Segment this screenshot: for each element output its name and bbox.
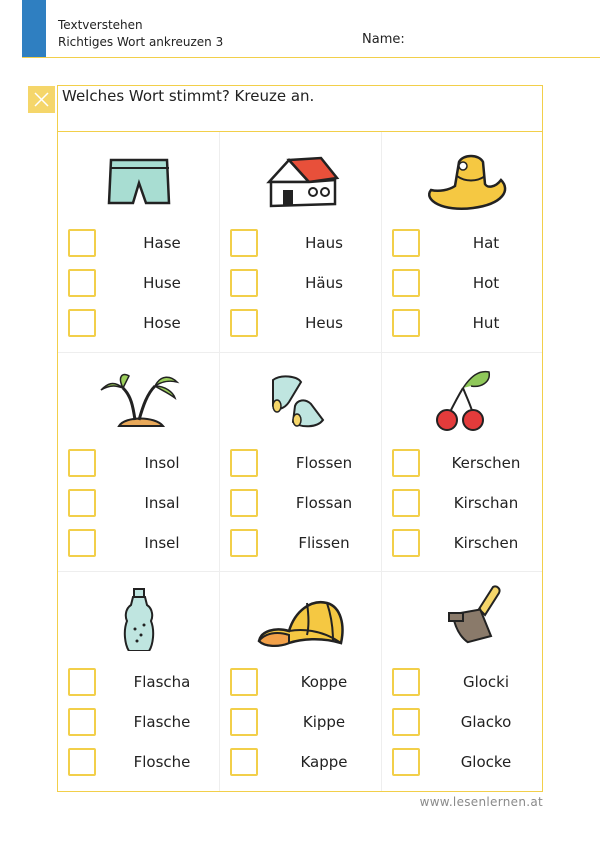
answer-checkbox[interactable] <box>230 708 258 736</box>
hat-icon <box>413 142 513 212</box>
answer-option[interactable]: Kirschan <box>382 489 544 519</box>
cherries-icon <box>413 362 513 432</box>
answer-option[interactable]: Insol <box>58 449 220 479</box>
answer-checkbox[interactable] <box>230 229 258 257</box>
exercise-cell <box>220 132 382 352</box>
answer-option[interactable]: Häus <box>220 269 382 299</box>
answer-option[interactable]: Glocke <box>382 748 544 778</box>
header-accent-bar <box>22 0 46 57</box>
exercise-cell <box>220 571 382 791</box>
answer-option[interactable]: Hut <box>382 309 544 339</box>
exercise-cell <box>382 571 544 791</box>
answer-checkbox[interactable] <box>68 529 96 557</box>
shorts-icon <box>89 142 189 212</box>
answer-checkbox[interactable] <box>230 449 258 477</box>
answer-checkbox[interactable] <box>392 269 420 297</box>
task-instruction: Welches Wort stimmt? Kreuze an. <box>62 87 315 105</box>
answer-option[interactable]: Hase <box>58 229 220 259</box>
exercise-cell <box>220 352 382 572</box>
answer-checkbox[interactable] <box>392 489 420 517</box>
answer-option[interactable]: Kirschen <box>382 529 544 559</box>
answer-checkbox[interactable] <box>392 748 420 776</box>
answer-option[interactable]: Glocki <box>382 668 544 698</box>
answer-checkbox[interactable] <box>392 449 420 477</box>
cross-mark-icon <box>28 86 55 113</box>
answer-checkbox[interactable] <box>392 708 420 736</box>
answer-checkbox[interactable] <box>68 229 96 257</box>
answer-option[interactable]: Hat <box>382 229 544 259</box>
answer-option[interactable]: Flosche <box>58 748 220 778</box>
answer-option[interactable]: Hot <box>382 269 544 299</box>
answer-checkbox[interactable] <box>230 529 258 557</box>
answer-option[interactable]: Flissen <box>220 529 382 559</box>
answer-checkbox[interactable] <box>230 489 258 517</box>
answer-option[interactable]: Haus <box>220 229 382 259</box>
flippers-icon <box>251 362 351 432</box>
worksheet-subtitle: Richtiges Wort ankreuzen 3 <box>58 35 224 49</box>
name-label: Name: <box>362 32 405 47</box>
answer-checkbox[interactable] <box>68 748 96 776</box>
bottle-icon <box>89 581 189 651</box>
answer-checkbox[interactable] <box>68 668 96 696</box>
answer-option[interactable]: Kippe <box>220 708 382 738</box>
answer-option[interactable]: Hose <box>58 309 220 339</box>
task-badge <box>28 86 55 113</box>
exercise-cell <box>382 352 544 572</box>
answer-checkbox[interactable] <box>230 748 258 776</box>
answer-option[interactable]: Flasche <box>58 708 220 738</box>
answer-checkbox[interactable] <box>68 489 96 517</box>
answer-option[interactable]: Glacko <box>382 708 544 738</box>
answer-checkbox[interactable] <box>68 309 96 337</box>
answer-option[interactable]: Kerschen <box>382 449 544 479</box>
answer-option[interactable]: Insel <box>58 529 220 559</box>
exercise-cell <box>58 571 220 791</box>
worksheet-title: Textverstehen <box>58 18 143 32</box>
exercise-cell <box>58 132 220 352</box>
answer-checkbox[interactable] <box>68 449 96 477</box>
answer-option[interactable]: Heus <box>220 309 382 339</box>
footer-website: www.lesenlernen.at <box>419 795 543 809</box>
cap-icon <box>251 581 351 651</box>
answer-checkbox[interactable] <box>392 529 420 557</box>
answer-checkbox[interactable] <box>392 309 420 337</box>
exercise-cell <box>58 352 220 572</box>
answer-option[interactable]: Koppe <box>220 668 382 698</box>
answer-checkbox[interactable] <box>392 229 420 257</box>
answer-option[interactable]: Kappe <box>220 748 382 778</box>
answer-option[interactable]: Flascha <box>58 668 220 698</box>
answer-checkbox[interactable] <box>68 708 96 736</box>
answer-checkbox[interactable] <box>392 668 420 696</box>
header-divider <box>22 57 600 58</box>
bell-icon <box>413 581 513 651</box>
answer-checkbox[interactable] <box>68 269 96 297</box>
island-icon <box>89 362 189 432</box>
answer-checkbox[interactable] <box>230 309 258 337</box>
answer-option[interactable]: Huse <box>58 269 220 299</box>
answer-option[interactable]: Flossan <box>220 489 382 519</box>
exercise-cell <box>382 132 544 352</box>
answer-checkbox[interactable] <box>230 668 258 696</box>
house-icon <box>251 142 351 212</box>
answer-checkbox[interactable] <box>230 269 258 297</box>
answer-option[interactable]: Flossen <box>220 449 382 479</box>
answer-option[interactable]: Insal <box>58 489 220 519</box>
